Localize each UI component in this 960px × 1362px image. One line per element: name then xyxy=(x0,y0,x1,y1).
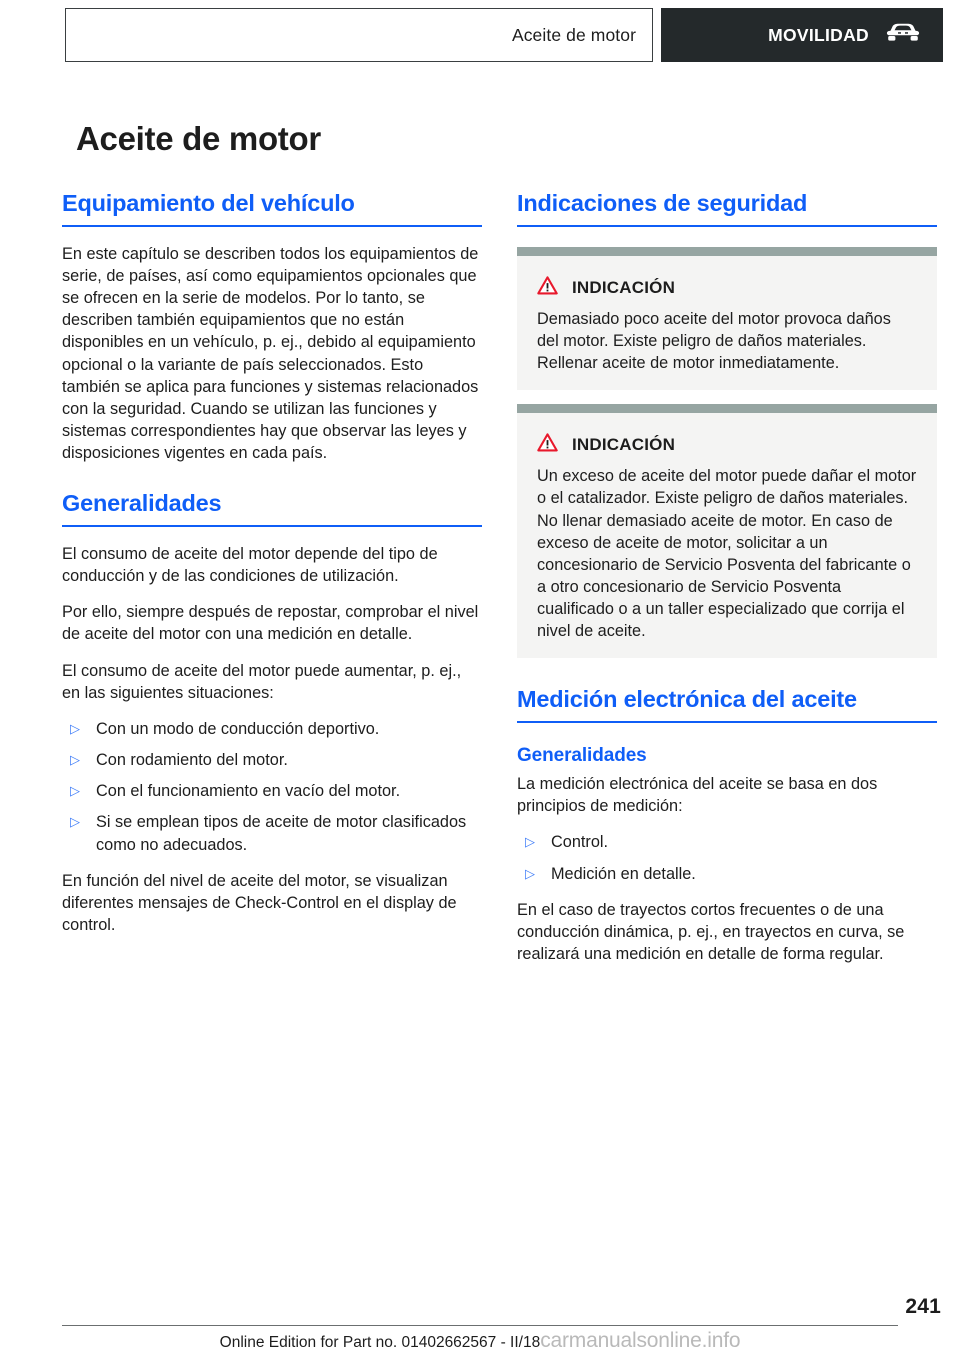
list-item xyxy=(62,811,482,855)
bullet-list-principios xyxy=(517,831,937,884)
paragraph-consumo-1: El consumo de aceite del motor depende del tipo de conducción y de las condiciones de utilización. xyxy=(62,545,438,586)
notice-header xyxy=(517,413,937,459)
bullet-triangle-icon: ▷ xyxy=(525,834,535,850)
list-item-label: Control. xyxy=(551,833,609,852)
page-header xyxy=(65,8,943,64)
warning-triangle-icon xyxy=(537,433,558,457)
notice-body: Un exceso de aceite del motor puede dañar el motor o el catalizador. Existe peligro de daños materiales. No llenar demasiado aceite de motor. En caso de exceso de aceite de motor, solicitar a un concesionario de Servicio Posventa del fabricante o a otro concesionario de Servicio Posventa cualificado o a un taller especializado que corrija el nivel de aceite. xyxy=(537,467,917,641)
notice-body: Demasiado poco aceite del motor provoca daños del motor. Existe peligro de daños materiales. Rellenar aceite de motor inmediatamente. xyxy=(537,309,891,373)
heading-underline xyxy=(62,225,482,227)
list-item-label: Con un modo de conducción deportivo. xyxy=(96,719,380,738)
list-item-label: Si se emplean tipos de aceite de motor clasificados como no adecuados. xyxy=(96,813,467,854)
footer-text xyxy=(0,1329,960,1353)
warning-triangle-icon xyxy=(537,276,558,300)
section-tab[interactable] xyxy=(661,8,943,62)
bullet-triangle-icon: ▷ xyxy=(70,752,80,768)
notice-box xyxy=(517,404,937,658)
notice-top-bar xyxy=(517,404,937,413)
car-front-icon xyxy=(885,22,921,49)
footer-divider xyxy=(62,1325,898,1326)
notice-title: INDICACIÓN xyxy=(572,435,676,455)
right-column xyxy=(517,190,937,979)
paragraph-medicion-2: En el caso de trayectos cortos frecuentes o de una conducción dinámica, p. ej., en trayectos en curva, se realizará una medición en detalle de forma regular. xyxy=(517,900,905,964)
paragraph-consumo-3: El consumo de aceite del motor puede aumentar, p. ej., en las siguientes situaciones: xyxy=(62,661,462,702)
edition-text: Online Edition for Part no. 01402662567 - II/18 xyxy=(219,1334,541,1351)
paragraph-equipamiento: En este capítulo se describen todos los equipamientos de serie, de países, así como equipamientos opcionales que se ofrecen en la serie de modelos. Por lo tanto, se describen también equipamientos que no están disponibles en un vehículo, p. ej., debido al equipamiento opcional o la variante de país seleccionados. Esto también se aplica para funciones y sistemas relacionados con la seguridad. Cuando se utilizan las funciones y sistemas correspondientes hay que observar las leyes y disposiciones vigentes en cada país. xyxy=(62,244,479,463)
notice-box xyxy=(517,247,937,390)
breadcrumb-tab[interactable] xyxy=(65,8,653,62)
heading-underline xyxy=(517,721,937,723)
notice-top-bar xyxy=(517,247,937,256)
bullet-triangle-icon: ▷ xyxy=(70,720,80,736)
heading-equipamiento: Equipamiento del vehículo xyxy=(62,190,355,216)
heading-generalidades-left: Generalidades xyxy=(62,490,222,517)
breadcrumb-label: Aceite de motor xyxy=(511,24,636,45)
notice-header xyxy=(517,256,937,302)
notice-title: INDICACIÓN xyxy=(572,277,676,297)
list-item-label: Medición en detalle. xyxy=(551,864,696,883)
paragraph-medicion-1: La medición electrónica del aceite se basa en dos principios de medición: xyxy=(517,775,878,816)
left-column xyxy=(62,190,482,950)
page-title: Aceite de motor xyxy=(76,120,321,158)
list-item xyxy=(62,780,482,802)
heading-underline xyxy=(517,225,937,227)
list-item-label: Con rodamiento del motor. xyxy=(96,751,288,770)
paragraph-check-control: En función del nivel de aceite del motor, se visualizan diferentes mensajes de Check-Control en el display de control. xyxy=(62,871,457,935)
bullet-triangle-icon: ▷ xyxy=(70,783,80,799)
subheading-generalidades-right: Generalidades xyxy=(517,745,647,767)
bullet-triangle-icon: ▷ xyxy=(525,865,535,881)
heading-underline xyxy=(62,525,482,527)
section-label: MOVILIDAD xyxy=(768,24,869,45)
list-item-label: Con el funcionamiento en vacío del motor. xyxy=(96,782,401,801)
paragraph-consumo-2: Por ello, siempre después de repostar, comprobar el nivel de aceite del motor con una medición en detalle. xyxy=(62,603,479,644)
watermark: carmanualsonline.info xyxy=(540,1329,741,1352)
list-item xyxy=(517,831,937,853)
bullet-triangle-icon: ▷ xyxy=(70,814,80,830)
list-item xyxy=(517,863,937,885)
heading-indicaciones-seguridad: Indicaciones de seguridad xyxy=(517,190,808,216)
list-item xyxy=(62,749,482,771)
bullet-list-situaciones xyxy=(62,718,482,856)
list-item xyxy=(62,718,482,740)
page-number: 241 xyxy=(905,1295,941,1318)
heading-medicion-electronica: Medición electrónica del aceite xyxy=(517,686,857,713)
